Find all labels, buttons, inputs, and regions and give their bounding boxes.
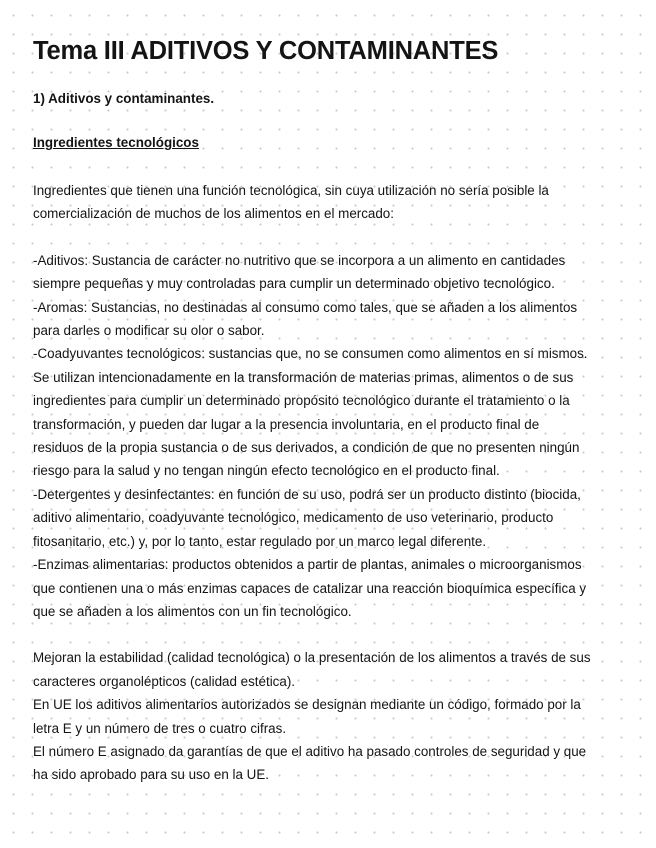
text-line: aditivo alimentario, coadyuvante tecnológico, medicamento de uso veterinario, producto bbox=[33, 510, 554, 526]
text-line: siempre pequeñas y muy controladas para cumplir un determinado objetivo tecnológico. bbox=[33, 276, 555, 292]
text-line: que contienen una o más enzimas capaces de catalizar una reacción bioquímica específica y bbox=[33, 580, 587, 596]
text-line: ha sido aprobado para su uso en la UE. bbox=[33, 767, 269, 783]
ingredient-list bbox=[33, 249, 626, 624]
text-line: Se utilizan intencionadamente en la transformación de materias primas, alimentos o de sus bbox=[33, 369, 574, 385]
text-line: -Aromas: Sustancias, no destinadas al consumo como tales, que se añaden a los alimentos bbox=[33, 299, 578, 315]
text-line: fitosanitario, etc.) y, por lo tanto, estar regulado por un marco legal diferente. bbox=[33, 533, 487, 549]
intro-paragraph bbox=[33, 179, 626, 226]
text-line: letra E y un número de tres o cuatro cifras. bbox=[33, 720, 287, 736]
text-line: En UE los aditivos alimentarios autorizados se designan mediante un código, formado por la bbox=[33, 697, 581, 713]
section-heading: 1) Aditivos y contaminantes. bbox=[33, 91, 215, 106]
text-line: -Aditivos: Sustancia de carácter no nutritivo que se incorpora a un alimento en cantidades bbox=[33, 252, 566, 268]
text-line: caracteres organolépticos (calidad estética). bbox=[33, 673, 295, 689]
text-line: Mejoran la estabilidad (calidad tecnológica) o la presentación de los alimentos a través de sus bbox=[33, 650, 591, 666]
text-line: -Enzimas alimentarias: productos obtenidos a partir de plantas, animales o microorganismos bbox=[33, 557, 582, 573]
text-line: -Detergentes y desinfectantes: en función de su uso, podrá ser un producto distinto (biocida, bbox=[33, 486, 581, 502]
text-line: -Coadyuvantes tecnológicos: sustancias que, no se consumen como alimentos en sí mismos. bbox=[33, 346, 588, 362]
text-line: riesgo para la salud y no tengan ningún efecto tecnológico en el producto final. bbox=[33, 463, 500, 479]
text-line: comercialización de muchos de los alimentos en el mercado: bbox=[33, 206, 394, 222]
text-line: ingredientes para cumplir un determinado propósito tecnológico durante el tratamiento o la bbox=[33, 393, 570, 409]
text-line: residuos de la propia sustancia o de sus derivados, a condición de que no presenten ningún bbox=[33, 440, 580, 456]
page-title: Tema III ADITIVOS Y CONTAMINANTES bbox=[33, 37, 499, 65]
text-line: transformación, y pueden dar lugar a la presencia involuntaria, en el producto final de bbox=[33, 416, 540, 432]
closing-paragraph bbox=[33, 646, 626, 786]
text-line: para darles o modificar su olor o sabor. bbox=[33, 323, 265, 339]
subheading-ingredientes-tecnologicos: Ingredientes tecnológicos bbox=[33, 135, 199, 150]
text-line: Ingredientes que tienen una función tecnológica, sin cuya utilización no sería posible la bbox=[33, 183, 549, 198]
text-line: El número E asignado da garantías de que el aditivo ha pasado controles de seguridad y que bbox=[33, 743, 587, 759]
text-line: que se añaden a los alimentos con un fin tecnológico. bbox=[33, 603, 352, 619]
